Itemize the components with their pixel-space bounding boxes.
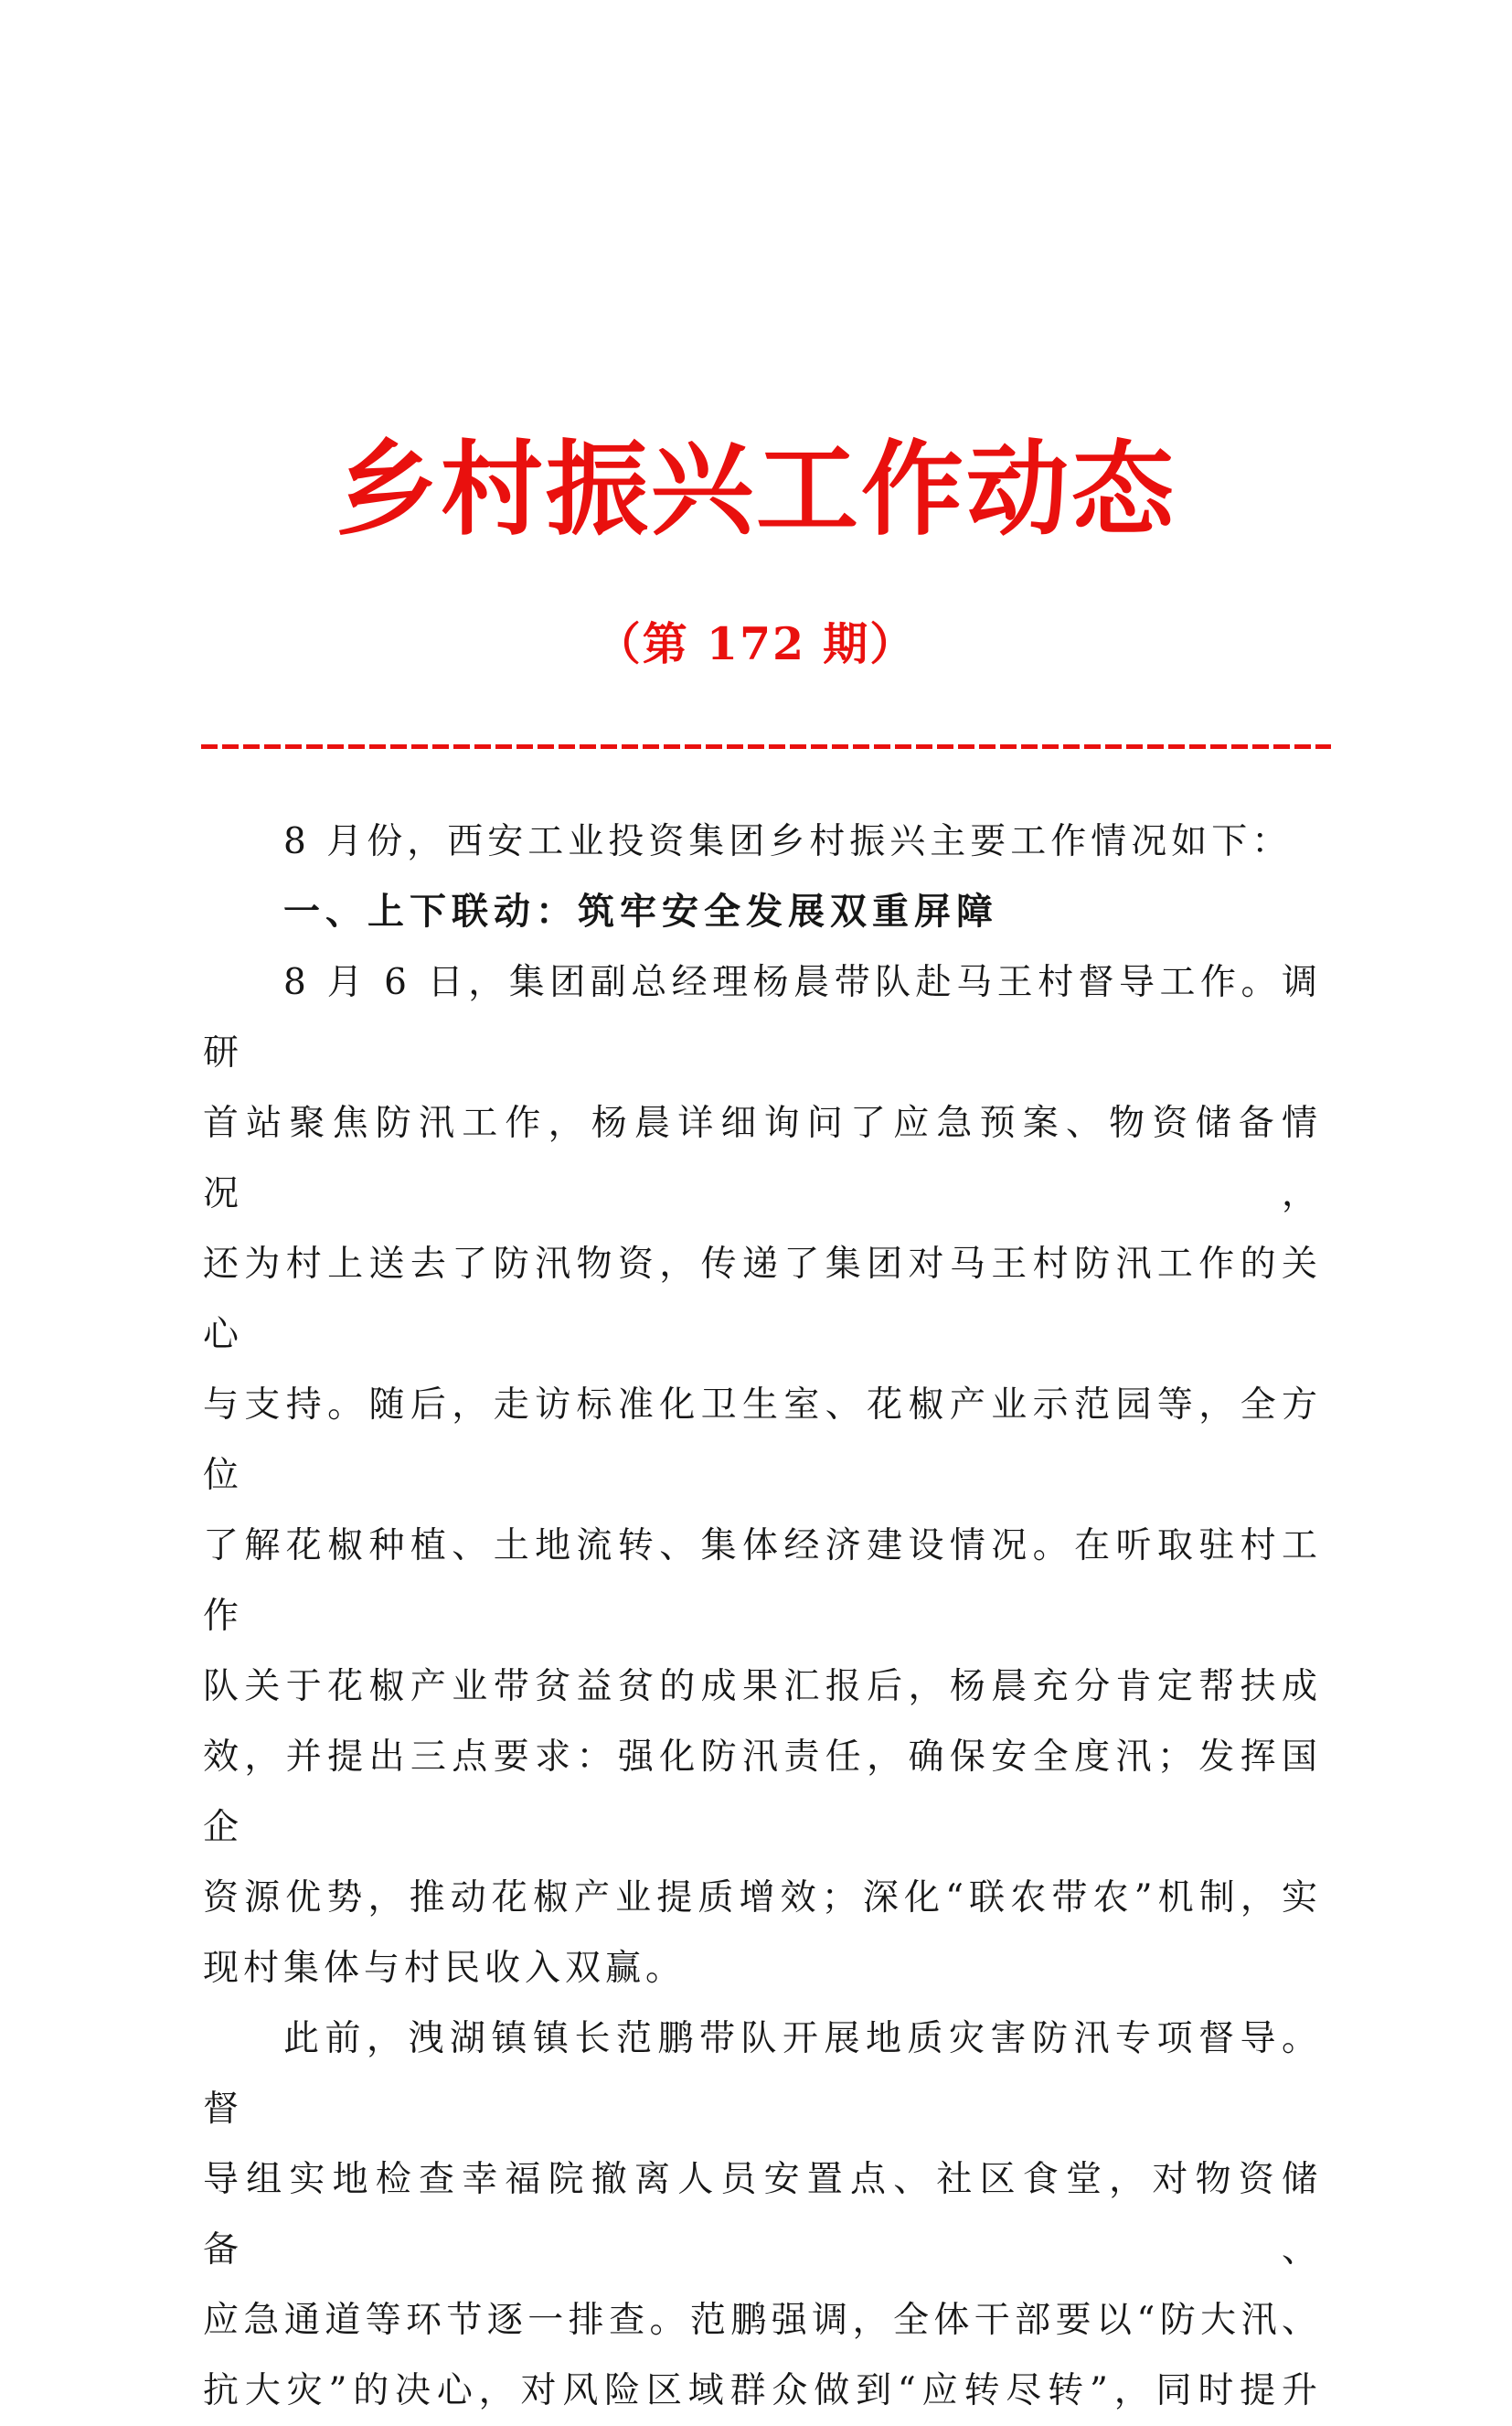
text-line: 还为村上送去了防汛物资，传递了集团对马王村防汛工作的关心 [203, 1244, 1322, 1355]
text-line: 导组实地检查幸福院撤离人员安置点、社区食堂，对物资储备、 [203, 2159, 1322, 2271]
text-line: 抗大灾”的决心，对风险区域群众做到“应转尽转”，同时提升 [203, 2370, 1322, 2411]
text-line: 资源优势，推动花椒产业提质增效；深化“联农带农”机制，实 [203, 1877, 1322, 1918]
newsletter-title: 乡村振兴工作动态 [335, 430, 1177, 550]
text-line: 首站聚焦防汛工作，杨晨详细询问了应急预案、物资储备情况， [203, 1103, 1322, 1214]
text-line: 一、上下联动：筑牢安全发展双重屏障 [283, 891, 998, 933]
text-line: 队关于花椒产业带贫益贫的成果汇报后，杨晨充分肯定帮扶成 [203, 1666, 1322, 1707]
text-line: 8 月 6 日，集团副总经理杨晨带队赴马王村督导工作。调研 [203, 962, 1322, 1074]
dashed-divider [201, 744, 1331, 749]
text-line: 现村集体与村民收入双赢。 [203, 1948, 687, 1989]
text-line: 了解花椒种植、土地流转、集体经济建设情况。在听取驻村工作 [203, 1525, 1322, 1637]
document-body [203, 807, 1322, 2426]
issue-number: （第 172 期） [595, 617, 917, 670]
text-line: 8 月份，西安工业投资集团乡村振兴主要工作情况如下： [283, 821, 1293, 862]
section-heading [203, 877, 1322, 947]
text-line: 与支持。随后，走访标准化卫生室、花椒产业示范园等，全方位 [203, 1384, 1322, 1496]
text-line: 此前，洩湖镇镇长范鹏带队开展地质灾害防汛专项督导。督 [203, 2018, 1322, 2130]
paragraph [203, 807, 1322, 877]
text-line: 应急通道等环节逐一排查。范鹏强调，全体干部要以“防大汛、 [203, 2300, 1322, 2341]
text-line: 效，并提出三点要求：强化防汛责任，确保安全度汛；发挥国企 [203, 1737, 1322, 1848]
paragraph [203, 947, 1322, 2004]
paragraph [203, 2004, 1322, 2426]
